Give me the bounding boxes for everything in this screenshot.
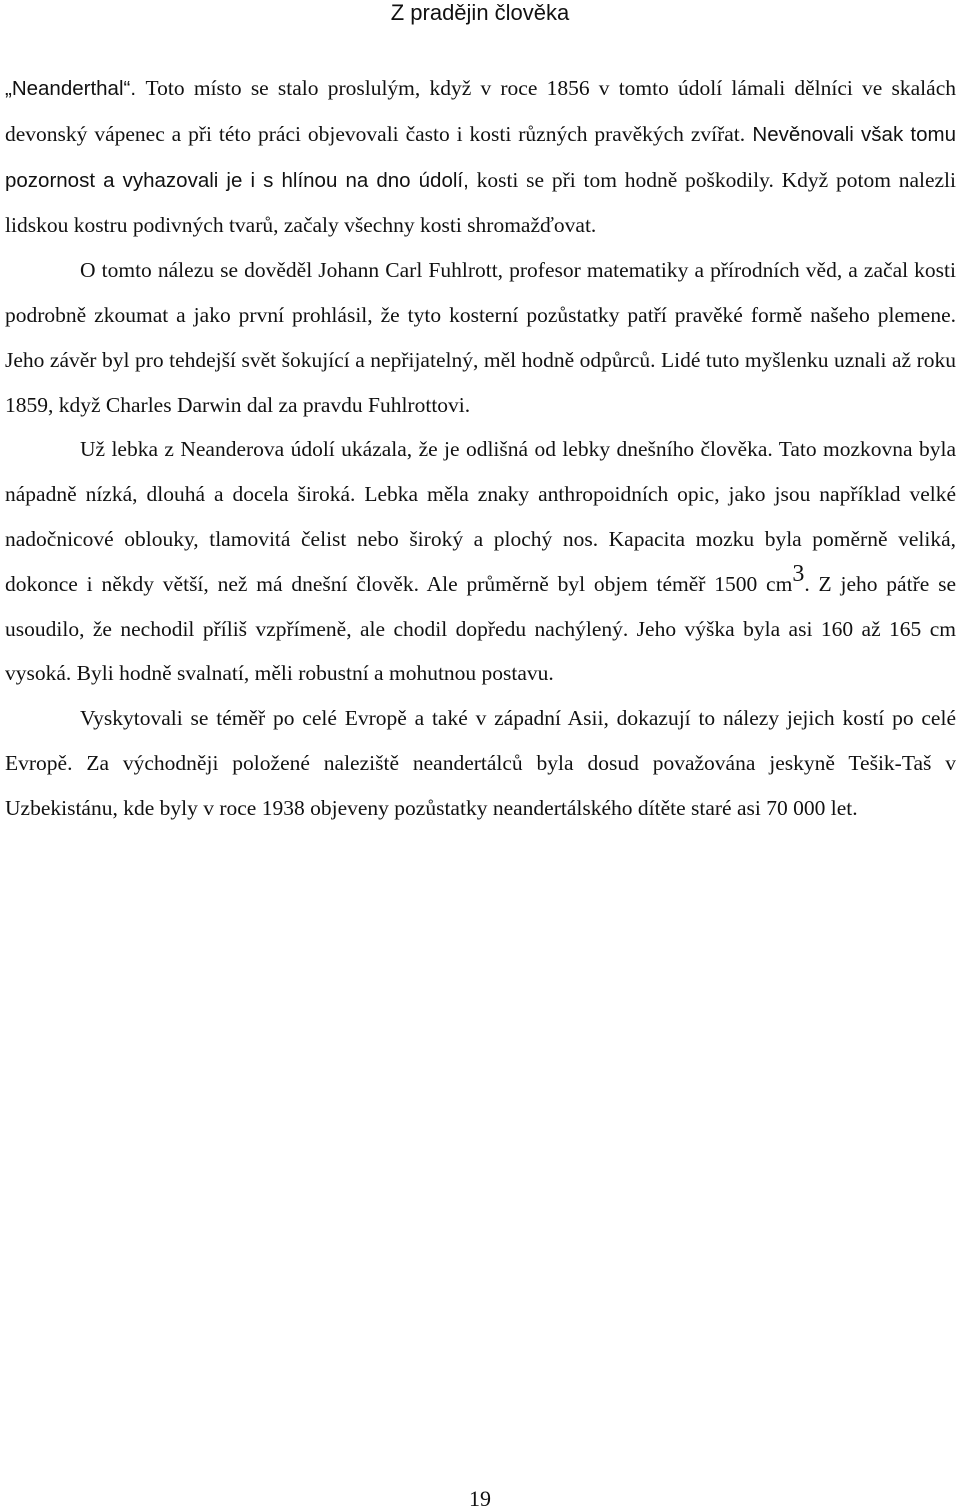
- paragraph-1-serif-segment-b: kosti se při tom hodně poškodily. Když potom nalezli lidskou kostru podivných tvarů, začaly všechny kosti shromažďovat.: [5, 167, 956, 238]
- paragraph-neanderthal-discovery: [5, 66, 956, 248]
- paragraph-fuhlrott: [5, 248, 956, 427]
- paragraph-distribution: [5, 696, 956, 830]
- paragraph-3-text-b: . Z jeho pátře se usoudilo, že nechodil příliš vzpřímeně, ale chodil dopředu nachýlený. Jeho výška byla asi 160 až 165 cm vysoká. Byli hodně svalnatí, měli robustní a mohutnou postavu.: [5, 571, 956, 686]
- paragraph-1-serif-segment-a: Toto místo se stalo proslulým, když v roce 1856 v tomto údolí lámali dělníci ve skalách devonský vápenec a při této práci objevovali často i kosti různých pravěkých zvířat.: [5, 76, 956, 146]
- paragraph-skull-description: [5, 427, 956, 696]
- paragraph-1-sans-segment-a: „Neanderthal“.: [5, 77, 146, 100]
- paragraph-4-text: Vyskytovali se téměř po celé Evropě a také v západní Asii, dokazují to nálezy jejich kostí po celé Evropě. Za východněji položené naleziště neandertálců byla dosud považována jeskyně Tešik-Taš v Uzbekistánu, kde byly v roce 1938 objeveny pozůstatky neandertálského dítěte staré asi 70 000 let.: [5, 706, 956, 820]
- paragraph-1-sans-segment-b: Nevěnovali však tomu pozornost a vyhazovali je i s hlínou na dno údolí,: [5, 122, 956, 192]
- paragraph-2-text: O tomto nálezu se dověděl Johann Carl Fuhlrott, profesor matematiky a přírodních věd, a začal kosti podrobně zkoumat a jako první prohlásil, že tyto kosterní pozůstatky patří pravěké formě našeho plemene. Jeho závěr byl pro tehdejší svět šokující a nepřijatelný, měl hodně odpůrců. Lidé tuto myšlenku uznali až roku 1859, když Charles Darwin dal za pravdu Fuhlrottovi.: [5, 258, 956, 417]
- page-number: 19: [469, 1486, 491, 1511]
- cubic-superscript: 3: [792, 560, 805, 587]
- body-text: [5, 66, 956, 831]
- paragraph-3-text-a: Už lebka z Neanderova údolí ukázala, že je odlišná od lebky dnešního člověka. Tato mozkovna byla nápadně nízká, dlouhá a docela široká. Lebka měla znaky anthropoidních opic, jako jsou například velké nadočnicové oblouky, tlamovitá čelist nebo široký a plochý nos. Kapacita mozku byla poměrně veliká, dokonce i někdy větší, než má dnešní člověk. Ale průměrně byl objem téměř 1500 cm: [5, 437, 956, 596]
- page-title: Z pradějin člověka: [390, 0, 570, 25]
